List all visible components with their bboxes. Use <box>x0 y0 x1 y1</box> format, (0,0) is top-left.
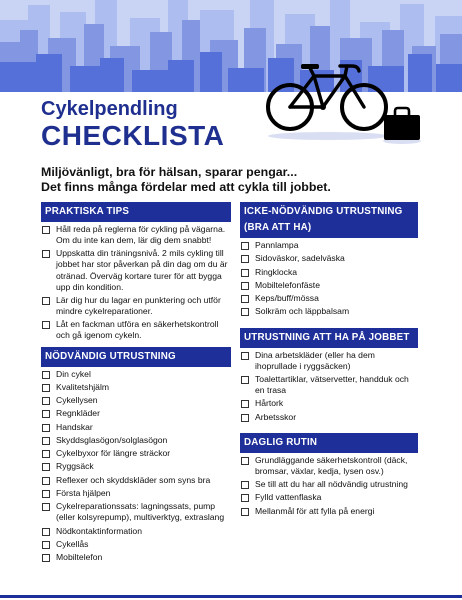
checkbox-icon[interactable] <box>42 226 50 234</box>
list-item-label: Handskar <box>56 421 93 432</box>
title-line-2: CHECKLISTA <box>41 120 225 151</box>
list-item-label: Cykellysen <box>56 395 98 406</box>
section-title-nodvandig: NÖDVÄNDIG UTRUSTNING <box>41 347 231 367</box>
left-column <box>41 202 231 568</box>
checkbox-icon[interactable] <box>241 308 249 316</box>
checkbox-icon[interactable] <box>42 384 50 392</box>
intro-line-2: Det finns många fördelar med att cykla till jobbet. <box>41 180 331 194</box>
list-item[interactable] <box>41 248 231 292</box>
section-title-icke-line-1: ICKE-NÖDVÄNDIG UTRUSTNING <box>244 206 403 217</box>
list-item[interactable] <box>41 501 231 523</box>
list-item[interactable] <box>240 240 418 251</box>
checkbox-icon[interactable] <box>42 250 50 258</box>
list-item[interactable] <box>240 492 418 503</box>
list-item[interactable] <box>240 267 418 278</box>
list-item-label: Cykelreparationssats: lagningssats, pump (eller kolsyrepump), multiverktyg, extraslang <box>56 501 225 523</box>
list-item-label: Dina arbetskläder (eller ha dem ihoprullade i ryggsäcken) <box>255 349 375 371</box>
list-item[interactable] <box>240 479 418 490</box>
checkbox-icon[interactable] <box>241 481 249 489</box>
list-item-label: Ryggsäck <box>56 461 94 472</box>
list-item[interactable] <box>240 306 418 317</box>
checkbox-icon[interactable] <box>42 554 50 562</box>
list-item-label: Solkräm och läppbalsam <box>255 306 350 317</box>
checkbox-icon[interactable] <box>241 508 249 516</box>
list-icke <box>240 240 418 318</box>
checkbox-icon[interactable] <box>241 295 249 303</box>
list-item[interactable] <box>41 526 231 537</box>
list-item[interactable] <box>41 224 231 246</box>
checkbox-icon[interactable] <box>241 282 249 290</box>
header-banner <box>0 0 462 92</box>
list-item[interactable] <box>240 412 418 423</box>
list-item-label: Reflexer och skyddskläder som syns bra <box>56 474 211 485</box>
list-item-label: Håll reda på reglerna för cykling på vägarna. Om du inte kan dem, lär dig dem snabbt! <box>56 224 226 246</box>
checkbox-icon[interactable] <box>241 269 249 277</box>
list-item[interactable] <box>41 461 231 472</box>
list-item-label: Uppskatta din träningsnivå. 2 mils cykling till jobbet har stor påverkan på din dag om du är otränad. Överväg kortare turer för att bygga upp din kondition. <box>56 248 228 292</box>
list-item-label: Kvalitetshjälm <box>56 381 110 392</box>
list-item-label: Låt en fackman utföra en säkerhetskontroll och gå igenom cykeln. <box>56 319 219 341</box>
checkbox-icon[interactable] <box>241 494 249 502</box>
list-item[interactable] <box>41 475 231 486</box>
bicycle-icon <box>262 56 392 142</box>
list-item[interactable] <box>41 539 231 550</box>
list-item-label: Regnkläder <box>56 408 100 419</box>
list-item-label: Första hjälpen <box>56 488 111 499</box>
checkbox-icon[interactable] <box>42 528 50 536</box>
checkbox-icon[interactable] <box>241 400 249 408</box>
list-item[interactable] <box>41 295 231 317</box>
list-item[interactable] <box>240 253 418 264</box>
list-item[interactable] <box>41 448 231 459</box>
list-item[interactable] <box>41 552 231 563</box>
checkbox-icon[interactable] <box>42 410 50 418</box>
list-item[interactable] <box>41 435 231 446</box>
list-item[interactable] <box>41 395 231 406</box>
list-item[interactable] <box>240 293 418 304</box>
list-item-label: Mobiltelefon <box>56 552 103 563</box>
checkbox-icon[interactable] <box>241 255 249 263</box>
title-line-1: Cykelpendling <box>41 98 178 120</box>
list-item[interactable] <box>41 422 231 433</box>
list-item-label: Cykelbyxor för längre sträckor <box>56 448 171 459</box>
checkbox-icon[interactable] <box>241 376 249 384</box>
list-item-label: Cykellås <box>56 538 89 549</box>
list-item-label: Skyddsglasögon/solglasögon <box>56 434 168 445</box>
list-item[interactable] <box>240 398 418 409</box>
list-item[interactable] <box>240 374 418 396</box>
list-item-label: Keps/buff/mössa <box>255 293 319 304</box>
list-item-label: Sidoväskor, sadelväska <box>255 253 345 264</box>
list-item[interactable] <box>41 382 231 393</box>
section-title-icke <box>240 202 418 238</box>
list-item-label: Hårtork <box>255 398 284 409</box>
checkbox-icon[interactable] <box>241 414 249 422</box>
list-item[interactable] <box>240 350 418 372</box>
list-item[interactable] <box>41 319 231 341</box>
section-title-rutin: DAGLIG RUTIN <box>240 433 418 453</box>
intro-line-1: Miljövänligt, bra för hälsan, sparar pengar... <box>41 165 298 179</box>
list-item-label: Mellanmål för att fylla på energi <box>255 505 375 516</box>
checkbox-icon[interactable] <box>42 437 50 445</box>
checkbox-icon[interactable] <box>42 321 50 329</box>
section-title-jobbet: UTRUSTNING ATT HA PÅ JOBBET <box>240 328 418 348</box>
list-item[interactable] <box>240 506 418 517</box>
list-item-label: Lär dig hur du lagar en punktering och utför mindre cykelreparationer. <box>56 294 221 317</box>
list-item-label: Nödkontaktinformation <box>56 525 142 536</box>
list-item-label: Din cykel <box>56 368 91 379</box>
checkbox-icon[interactable] <box>42 503 50 511</box>
list-item-label: Pannlampa <box>255 240 299 250</box>
checkbox-icon[interactable] <box>42 463 50 471</box>
city-skyline-icon <box>0 0 462 92</box>
list-item-label: Toalettartiklar, vätservetter, handduk och en trasa <box>255 373 409 395</box>
briefcase-icon <box>381 106 423 144</box>
list-nodvandig <box>41 369 231 564</box>
list-item-label: Mobiltelefonfäste <box>255 279 320 290</box>
intro-text <box>41 165 431 195</box>
section-title-praktiska: PRAKTISKA TIPS <box>41 202 231 222</box>
right-column <box>240 202 418 522</box>
list-item-label: Grundläggande säkerhetskontroll (däck, bromsar, växlar, kedja, lysen osv.) <box>255 454 408 476</box>
list-item-label: Fylld vattenflaska <box>255 492 322 503</box>
list-rutin <box>240 455 418 517</box>
checkbox-icon[interactable] <box>241 457 249 465</box>
list-item[interactable] <box>240 280 418 291</box>
checkbox-icon[interactable] <box>42 424 50 432</box>
list-item-label: Arbetsskor <box>255 411 297 422</box>
checkbox-icon[interactable] <box>241 352 249 360</box>
checkbox-icon[interactable] <box>42 371 50 379</box>
checkbox-icon[interactable] <box>42 477 50 485</box>
list-item[interactable] <box>41 488 231 499</box>
list-item-label: Ringklocka <box>255 266 298 277</box>
checkbox-icon[interactable] <box>241 242 249 250</box>
list-jobbet <box>240 350 418 423</box>
list-item[interactable] <box>41 408 231 419</box>
list-item[interactable] <box>41 369 231 380</box>
list-item[interactable] <box>240 455 418 477</box>
checkbox-icon[interactable] <box>42 397 50 405</box>
checkbox-icon[interactable] <box>42 450 50 458</box>
checkbox-icon[interactable] <box>42 541 50 549</box>
section-title-icke-line-2: (BRA ATT HA) <box>244 222 312 233</box>
checkbox-icon[interactable] <box>42 297 50 305</box>
list-praktiska <box>41 224 231 342</box>
list-item-label: Se till att du har all nödvändig utrustning <box>255 479 408 489</box>
checkbox-icon[interactable] <box>42 490 50 498</box>
bottom-divider <box>0 595 462 598</box>
